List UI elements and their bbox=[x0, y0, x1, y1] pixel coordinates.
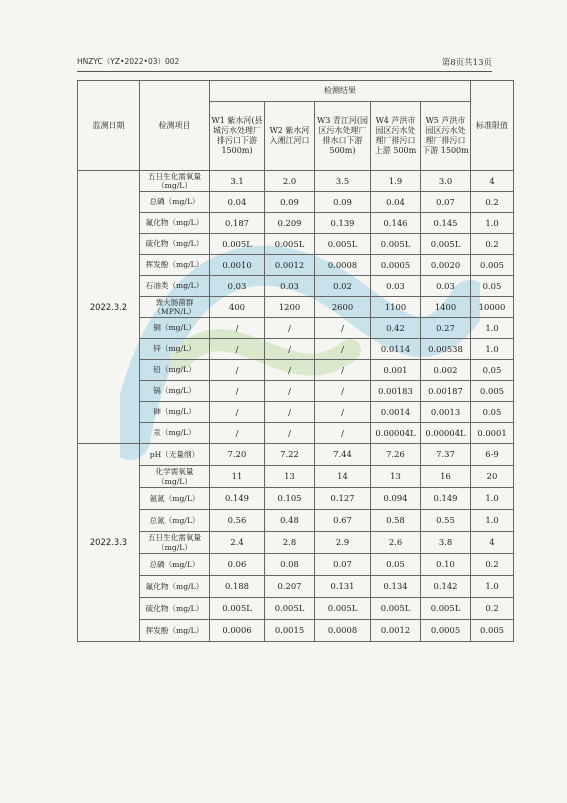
header-divider bbox=[77, 71, 492, 72]
result-cell-w5: 0.005L bbox=[421, 598, 471, 620]
result-cell-w5: 0.00187 bbox=[421, 381, 471, 402]
result-cell-w2: 0.03 bbox=[265, 276, 315, 297]
test-item: 石油类（mg/L） bbox=[140, 276, 210, 297]
test-item: 总氮（mg/L） bbox=[140, 510, 210, 532]
result-cell-w4: 7.26 bbox=[371, 444, 421, 466]
result-cell-w2: 0.005L bbox=[265, 598, 315, 620]
result-cell-w3: 2600 bbox=[315, 297, 371, 318]
result-cell-w3: / bbox=[315, 339, 371, 360]
standard-limit: 0.05 bbox=[471, 276, 514, 297]
table-row bbox=[78, 554, 514, 576]
result-cell-w4: 0.58 bbox=[371, 510, 421, 532]
table-row bbox=[78, 444, 514, 466]
result-cell-w1: 0.187 bbox=[210, 213, 265, 234]
result-cell-w5: 0.005L bbox=[421, 234, 471, 255]
result-cell-w5: 0.03 bbox=[421, 276, 471, 297]
site-header-w1: W1 紫水河(县城污水处理厂排污口下游1500m) bbox=[210, 102, 265, 171]
standard-limit: 1.0 bbox=[471, 576, 514, 598]
standard-limit: 1.0 bbox=[471, 213, 514, 234]
result-cell-w5: 0.10 bbox=[421, 554, 471, 576]
result-cell-w2: 0.105 bbox=[265, 488, 315, 510]
column-header-limit: 标准限值 bbox=[471, 81, 514, 171]
result-cell-w5: 0.149 bbox=[421, 488, 471, 510]
standard-limit: 0.2 bbox=[471, 554, 514, 576]
table-body bbox=[78, 171, 514, 642]
table-row bbox=[78, 234, 514, 255]
result-cell-w4: 0.00183 bbox=[371, 381, 421, 402]
result-cell-w1: 0.0010 bbox=[210, 255, 265, 276]
standard-limit: 10000 bbox=[471, 297, 514, 318]
standard-limit: 0.2 bbox=[471, 598, 514, 620]
result-cell-w5: 0.00538 bbox=[421, 339, 471, 360]
table-row bbox=[78, 598, 514, 620]
result-cell-w2: 7.22 bbox=[265, 444, 315, 466]
result-cell-w4: 1.9 bbox=[371, 171, 421, 192]
test-item: 硫化物（mg/L） bbox=[140, 234, 210, 255]
standard-limit: 0.005 bbox=[471, 381, 514, 402]
result-cell-w5: 7.37 bbox=[421, 444, 471, 466]
result-cell-w5: 0.142 bbox=[421, 576, 471, 598]
table-row bbox=[78, 381, 514, 402]
test-item: 铅（mg/L） bbox=[140, 360, 210, 381]
result-cell-w4: 0.0005 bbox=[371, 255, 421, 276]
result-cell-w1: 0.005L bbox=[210, 598, 265, 620]
result-cell-w1: 0.149 bbox=[210, 488, 265, 510]
result-cell-w2: 1200 bbox=[265, 297, 315, 318]
test-item: 铜（mg/L） bbox=[140, 318, 210, 339]
result-cell-w4: 2.6 bbox=[371, 532, 421, 554]
result-cell-w2: 0.48 bbox=[265, 510, 315, 532]
monitoring-date: 2022.3.2 bbox=[78, 171, 140, 444]
test-item: 五日生化需氧量（mg/L） bbox=[140, 171, 210, 192]
test-item: 锌（mg/L） bbox=[140, 339, 210, 360]
test-item: 氨氮（mg/L） bbox=[140, 488, 210, 510]
result-cell-w2: 13 bbox=[265, 466, 315, 488]
standard-limit: 0.005 bbox=[471, 620, 514, 642]
result-cell-w4: 0.134 bbox=[371, 576, 421, 598]
table-row bbox=[78, 402, 514, 423]
result-cell-w5: 3.0 bbox=[421, 171, 471, 192]
result-cell-w3: 0.67 bbox=[315, 510, 371, 532]
result-cell-w2: 2.8 bbox=[265, 532, 315, 554]
result-cell-w3: 0.127 bbox=[315, 488, 371, 510]
result-cell-w4: 1100 bbox=[371, 297, 421, 318]
result-cell-w3: 0.005L bbox=[315, 234, 371, 255]
result-cell-w2: / bbox=[265, 360, 315, 381]
table-row bbox=[78, 488, 514, 510]
table-row bbox=[78, 423, 514, 444]
column-header-item: 检测项目 bbox=[140, 81, 210, 171]
table-row bbox=[78, 171, 514, 192]
result-cell-w4: 13 bbox=[371, 466, 421, 488]
site-header-w2: W2 紫水河入湘江河口 bbox=[265, 102, 315, 171]
result-cell-w1: 0.005L bbox=[210, 234, 265, 255]
standard-limit: 0.005 bbox=[471, 255, 514, 276]
table-row bbox=[78, 255, 514, 276]
result-cell-w1: 400 bbox=[210, 297, 265, 318]
result-cell-w4: 0.42 bbox=[371, 318, 421, 339]
result-cell-w3: / bbox=[315, 402, 371, 423]
standard-limit: 4 bbox=[471, 532, 514, 554]
result-cell-w3: / bbox=[315, 318, 371, 339]
result-cell-w2: / bbox=[265, 423, 315, 444]
standard-limit: 1.0 bbox=[471, 339, 514, 360]
monitoring-date: 2022.3.3 bbox=[78, 444, 140, 642]
result-cell-w4: 0.005L bbox=[371, 598, 421, 620]
result-cell-w1: 0.03 bbox=[210, 276, 265, 297]
table-row bbox=[78, 192, 514, 213]
result-cell-w3: 3.5 bbox=[315, 171, 371, 192]
site-header-w3: W3 青江河(园区污水处理厂排水口下游 500m) bbox=[315, 102, 371, 171]
table-row bbox=[78, 510, 514, 532]
table-row bbox=[78, 620, 514, 642]
result-cell-w4: 0.005L bbox=[371, 234, 421, 255]
test-item: 镉（mg/L） bbox=[140, 381, 210, 402]
standard-limit: 1.0 bbox=[471, 488, 514, 510]
table-row bbox=[78, 532, 514, 554]
result-cell-w4: 0.146 bbox=[371, 213, 421, 234]
result-cell-w1: 0.04 bbox=[210, 192, 265, 213]
result-cell-w5: 0.0020 bbox=[421, 255, 471, 276]
page-header bbox=[77, 56, 492, 70]
standard-limit: 0.05 bbox=[471, 360, 514, 381]
result-cell-w2: 0.0015 bbox=[265, 620, 315, 642]
result-cell-w1: 3.1 bbox=[210, 171, 265, 192]
result-cell-w5: 0.27 bbox=[421, 318, 471, 339]
test-item: 总磷（mg/L） bbox=[140, 192, 210, 213]
result-cell-w5: 0.145 bbox=[421, 213, 471, 234]
result-cell-w1: 11 bbox=[210, 466, 265, 488]
result-cell-w5: 0.55 bbox=[421, 510, 471, 532]
test-item: 五日生化需氧量（mg/L） bbox=[140, 532, 210, 554]
test-item: 化学需氧量（mg/L） bbox=[140, 466, 210, 488]
table-row bbox=[78, 297, 514, 318]
site-header-w5: W5 芦洪市园区污水处理厂排污口下游 1500m bbox=[421, 102, 471, 171]
standard-limit: 0.0001 bbox=[471, 423, 514, 444]
result-cell-w2: 0.209 bbox=[265, 213, 315, 234]
result-cell-w3: 2.9 bbox=[315, 532, 371, 554]
result-cell-w2: 0.0012 bbox=[265, 255, 315, 276]
result-cell-w4: 0.04 bbox=[371, 192, 421, 213]
result-cell-w5: 16 bbox=[421, 466, 471, 488]
test-item: 汞（mg/L） bbox=[140, 423, 210, 444]
table-row bbox=[78, 213, 514, 234]
test-item: 氟化物（mg/L） bbox=[140, 213, 210, 234]
result-cell-w4: 0.00004L bbox=[371, 423, 421, 444]
result-cell-w1: 0.56 bbox=[210, 510, 265, 532]
result-cell-w2: / bbox=[265, 402, 315, 423]
result-cell-w4: 0.0012 bbox=[371, 620, 421, 642]
monitoring-results-table bbox=[77, 80, 514, 642]
result-cell-w3: 0.131 bbox=[315, 576, 371, 598]
column-header-date: 监测日期 bbox=[78, 81, 140, 171]
result-cell-w3: 0.07 bbox=[315, 554, 371, 576]
standard-limit: 0.2 bbox=[471, 234, 514, 255]
result-cell-w3: 7.44 bbox=[315, 444, 371, 466]
result-cell-w4: 0.0114 bbox=[371, 339, 421, 360]
result-cell-w5: 0.0013 bbox=[421, 402, 471, 423]
test-item: pH（无量纲） bbox=[140, 444, 210, 466]
result-cell-w1: / bbox=[210, 339, 265, 360]
result-cell-w2: 0.09 bbox=[265, 192, 315, 213]
result-cell-w1: / bbox=[210, 381, 265, 402]
result-cell-w2: 0.005L bbox=[265, 234, 315, 255]
result-cell-w4: 0.05 bbox=[371, 554, 421, 576]
result-cell-w1: 7.20 bbox=[210, 444, 265, 466]
test-item: 砷（mg/L） bbox=[140, 402, 210, 423]
result-cell-w3: 0.139 bbox=[315, 213, 371, 234]
result-cell-w5: 0.00004L bbox=[421, 423, 471, 444]
result-cell-w1: 0.06 bbox=[210, 554, 265, 576]
result-cell-w5: 0.002 bbox=[421, 360, 471, 381]
result-cell-w3: / bbox=[315, 423, 371, 444]
result-cell-w1: / bbox=[210, 402, 265, 423]
result-cell-w2: 0.207 bbox=[265, 576, 315, 598]
result-cell-w4: 0.094 bbox=[371, 488, 421, 510]
column-header-results: 检测结果 bbox=[210, 81, 471, 102]
result-cell-w5: 3.8 bbox=[421, 532, 471, 554]
standard-limit: 6-9 bbox=[471, 444, 514, 466]
result-cell-w1: 2.4 bbox=[210, 532, 265, 554]
result-cell-w3: 0.0008 bbox=[315, 255, 371, 276]
site-header-w4: W4 芦洪市园区污水处理厂排污口上游 500m bbox=[371, 102, 421, 171]
result-cell-w5: 0.0005 bbox=[421, 620, 471, 642]
result-cell-w1: / bbox=[210, 423, 265, 444]
result-cell-w3: 0.005L bbox=[315, 598, 371, 620]
test-item: 氟化物（mg/L） bbox=[140, 576, 210, 598]
test-item: 总磷（mg/L） bbox=[140, 554, 210, 576]
test-item: 挥发酚（mg/L） bbox=[140, 620, 210, 642]
standard-limit: 0.2 bbox=[471, 192, 514, 213]
table-row bbox=[78, 318, 514, 339]
standard-limit: 20 bbox=[471, 466, 514, 488]
table-row bbox=[78, 360, 514, 381]
standard-limit: 1.0 bbox=[471, 318, 514, 339]
document-code: HNZYC（YZ•2022•03）002 bbox=[77, 57, 180, 66]
result-cell-w4: 0.0014 bbox=[371, 402, 421, 423]
result-cell-w2: / bbox=[265, 318, 315, 339]
table-row bbox=[78, 576, 514, 598]
table-row bbox=[78, 276, 514, 297]
test-item: 挥发酚（mg/L） bbox=[140, 255, 210, 276]
result-cell-w3: 14 bbox=[315, 466, 371, 488]
result-cell-w1: / bbox=[210, 318, 265, 339]
page-number: 第8页共13页 bbox=[441, 58, 492, 68]
standard-limit: 4 bbox=[471, 171, 514, 192]
result-cell-w5: 1400 bbox=[421, 297, 471, 318]
result-cell-w3: / bbox=[315, 360, 371, 381]
standard-limit: 1.0 bbox=[471, 510, 514, 532]
result-cell-w1: 0.188 bbox=[210, 576, 265, 598]
table-row bbox=[78, 466, 514, 488]
standard-limit: 0.05 bbox=[471, 402, 514, 423]
result-cell-w2: 0.08 bbox=[265, 554, 315, 576]
test-item: 粪大肠菌群（MPN/L） bbox=[140, 297, 210, 318]
result-cell-w2: / bbox=[265, 339, 315, 360]
result-cell-w3: 0.09 bbox=[315, 192, 371, 213]
result-cell-w3: 0.0008 bbox=[315, 620, 371, 642]
result-cell-w2: / bbox=[265, 381, 315, 402]
result-cell-w5: 0.07 bbox=[421, 192, 471, 213]
table-row bbox=[78, 339, 514, 360]
result-cell-w3: 0.02 bbox=[315, 276, 371, 297]
result-cell-w2: 2.0 bbox=[265, 171, 315, 192]
result-cell-w1: / bbox=[210, 360, 265, 381]
result-cell-w1: 0.0006 bbox=[210, 620, 265, 642]
result-cell-w3: / bbox=[315, 381, 371, 402]
result-cell-w4: 0.001 bbox=[371, 360, 421, 381]
result-cell-w4: 0.03 bbox=[371, 276, 421, 297]
test-item: 硫化物（mg/L） bbox=[140, 598, 210, 620]
